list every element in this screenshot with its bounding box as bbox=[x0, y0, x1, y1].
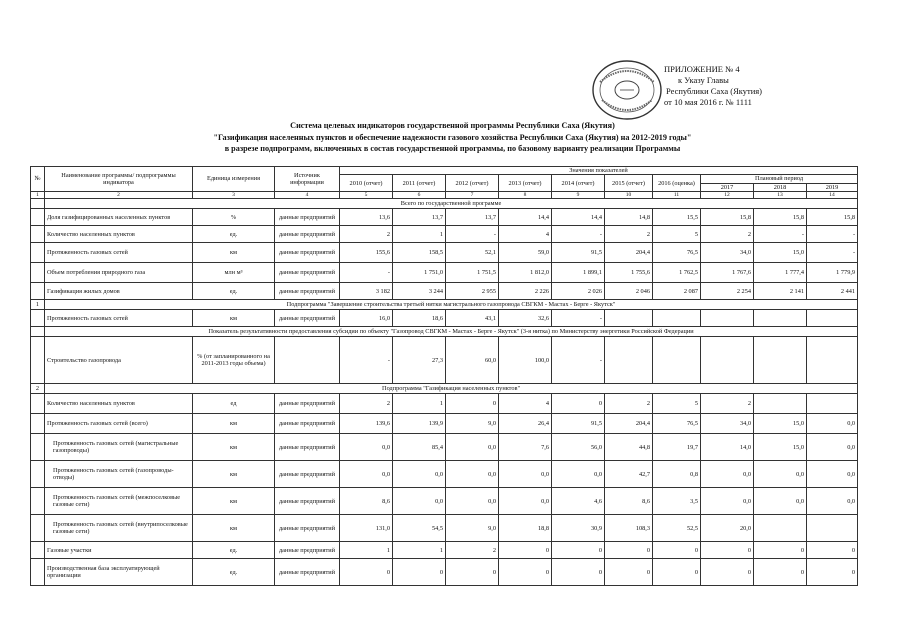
table-row bbox=[31, 209, 858, 226]
value-cell: 14,4 bbox=[499, 209, 552, 226]
value-cell: 9,0 bbox=[446, 414, 499, 434]
table-row bbox=[31, 263, 858, 283]
value-cell: 0 bbox=[653, 542, 701, 559]
indicator-unit: км bbox=[193, 310, 275, 327]
value-cell: 0 bbox=[605, 542, 653, 559]
value-cell bbox=[701, 337, 754, 384]
value-cell: 16,0 bbox=[340, 310, 393, 327]
column-number: 3 bbox=[193, 192, 275, 199]
indicator-name: Протяженность газовых сетей bbox=[45, 243, 193, 263]
value-cell: 0 bbox=[499, 559, 552, 586]
value-cell: 0 bbox=[807, 559, 858, 586]
value-cell: 52,1 bbox=[446, 243, 499, 263]
value-cell: 43,1 bbox=[446, 310, 499, 327]
value-cell: - bbox=[340, 263, 393, 283]
table-row bbox=[31, 515, 858, 542]
value-cell: 139,9 bbox=[393, 414, 446, 434]
header-year: 2015 (отчет) bbox=[605, 175, 653, 192]
indicator-source: данные предприятий bbox=[275, 461, 340, 488]
indicator-source: данные предприятий bbox=[275, 310, 340, 327]
value-cell: 5 bbox=[653, 226, 701, 243]
indicator-name: Протяженность газовых сетей (всего) bbox=[45, 414, 193, 434]
indicator-name: Количество населенных пунктов bbox=[45, 394, 193, 414]
value-cell: 59,0 bbox=[499, 243, 552, 263]
value-cell: 15,8 bbox=[754, 209, 807, 226]
value-cell: 15,8 bbox=[701, 209, 754, 226]
value-cell: 14,4 bbox=[552, 209, 605, 226]
value-cell: 7,6 bbox=[499, 434, 552, 461]
value-cell: 0,0 bbox=[754, 461, 807, 488]
appendix-line: Республики Саха (Якутия) bbox=[666, 86, 763, 96]
appendix-line: к Указу Главы bbox=[678, 75, 729, 85]
value-cell: 2 bbox=[340, 226, 393, 243]
row-num-cell bbox=[31, 263, 45, 283]
value-cell bbox=[701, 310, 754, 327]
table-row bbox=[31, 394, 858, 414]
value-cell: 0 bbox=[701, 542, 754, 559]
value-cell bbox=[807, 515, 858, 542]
indicator-name: Протяженность газовых сетей (внутрипоселковые газовые сети) bbox=[45, 515, 193, 542]
header-values: Значения показателей bbox=[340, 167, 858, 175]
column-number: 11 bbox=[653, 192, 701, 199]
column-number: 6 bbox=[393, 192, 446, 199]
column-number: 5 bbox=[340, 192, 393, 199]
title-line-1: Система целевых индикаторов государственной программы Республики Саха (Якутия) bbox=[290, 121, 615, 130]
column-number: 12 bbox=[701, 192, 754, 199]
section-number bbox=[31, 327, 45, 337]
value-cell: 44,8 bbox=[605, 434, 653, 461]
row-num-cell bbox=[31, 461, 45, 488]
row-num-cell bbox=[31, 434, 45, 461]
section-row bbox=[31, 300, 858, 310]
value-cell: - bbox=[807, 243, 858, 263]
indicator-source: данные предприятий bbox=[275, 226, 340, 243]
value-cell: 108,3 bbox=[605, 515, 653, 542]
indicator-unit: % (от запланированного на 2011-2013 годы объема) bbox=[193, 337, 275, 384]
table-row bbox=[31, 414, 858, 434]
title-line-3: в разрезе подпрограмм, включенных в состав государственной программы, по базовому варианту реализации Программы bbox=[224, 144, 681, 153]
value-cell: 42,7 bbox=[605, 461, 653, 488]
value-cell: 76,5 bbox=[653, 414, 701, 434]
indicator-source: данные предприятий bbox=[275, 283, 340, 300]
value-cell bbox=[807, 310, 858, 327]
row-num-cell bbox=[31, 209, 45, 226]
indicator-unit: км bbox=[193, 414, 275, 434]
value-cell: 2 141 bbox=[754, 283, 807, 300]
value-cell: 54,5 bbox=[393, 515, 446, 542]
value-cell: 0,0 bbox=[446, 434, 499, 461]
official-seal-stamp bbox=[590, 58, 664, 122]
value-cell: 0,8 bbox=[653, 461, 701, 488]
table-row bbox=[31, 461, 858, 488]
value-cell: - bbox=[807, 226, 858, 243]
row-num-cell bbox=[31, 226, 45, 243]
indicator-unit: млн м³ bbox=[193, 263, 275, 283]
column-number: 13 bbox=[754, 192, 807, 199]
value-cell bbox=[653, 310, 701, 327]
value-cell: 204,4 bbox=[605, 243, 653, 263]
value-cell: 2 bbox=[701, 226, 754, 243]
header-year: 2014 (отчет) bbox=[552, 175, 605, 192]
indicator-source: данные предприятий bbox=[275, 515, 340, 542]
column-number: 10 bbox=[605, 192, 653, 199]
header-year: 2019 bbox=[807, 183, 858, 191]
value-cell: - bbox=[340, 337, 393, 384]
value-cell: 1 777,4 bbox=[754, 263, 807, 283]
table-row bbox=[31, 488, 858, 515]
value-cell: 0 bbox=[701, 559, 754, 586]
value-cell: 60,0 bbox=[446, 337, 499, 384]
value-cell: 0,0 bbox=[393, 488, 446, 515]
indicator-unit: % bbox=[193, 209, 275, 226]
table-header bbox=[31, 167, 858, 192]
row-num-cell bbox=[31, 283, 45, 300]
value-cell: - bbox=[754, 226, 807, 243]
value-cell: 0 bbox=[653, 559, 701, 586]
value-cell: 0 bbox=[499, 542, 552, 559]
table-row bbox=[31, 337, 858, 384]
section-number: 1 bbox=[31, 300, 45, 310]
section-title: Всего по государственной программе bbox=[45, 199, 858, 209]
value-cell bbox=[754, 515, 807, 542]
row-num-cell bbox=[31, 310, 45, 327]
indicator-source: данные предприятий bbox=[275, 209, 340, 226]
value-cell: 1 899,1 bbox=[552, 263, 605, 283]
value-cell: 100,0 bbox=[499, 337, 552, 384]
value-cell: 0,0 bbox=[499, 461, 552, 488]
value-cell: 56,0 bbox=[552, 434, 605, 461]
indicators-table bbox=[30, 166, 858, 586]
value-cell: 0,0 bbox=[754, 488, 807, 515]
value-cell: 1 767,6 bbox=[701, 263, 754, 283]
value-cell bbox=[754, 394, 807, 414]
value-cell bbox=[653, 337, 701, 384]
value-cell: 32,6 bbox=[499, 310, 552, 327]
header-year: 2010 (отчет) bbox=[340, 175, 393, 192]
value-cell: 76,5 bbox=[653, 243, 701, 263]
value-cell: 14,8 bbox=[605, 209, 653, 226]
value-cell: 1 751,0 bbox=[393, 263, 446, 283]
value-cell: 0,0 bbox=[393, 461, 446, 488]
value-cell bbox=[754, 337, 807, 384]
indicator-source: данные предприятий bbox=[275, 243, 340, 263]
value-cell: 3 182 bbox=[340, 283, 393, 300]
value-cell: 13,7 bbox=[446, 209, 499, 226]
indicator-name: Газовые участки bbox=[45, 542, 193, 559]
table-row bbox=[31, 434, 858, 461]
indicator-source: данные предприятий bbox=[275, 488, 340, 515]
value-cell: 0,0 bbox=[446, 461, 499, 488]
row-num-cell bbox=[31, 559, 45, 586]
indicator-source: данные предприятий bbox=[275, 542, 340, 559]
indicator-source: данные предприятий bbox=[275, 434, 340, 461]
value-cell: 15,0 bbox=[754, 434, 807, 461]
value-cell: 91,5 bbox=[552, 414, 605, 434]
header-num: № bbox=[31, 167, 45, 192]
value-cell: 0,0 bbox=[701, 461, 754, 488]
indicator-name: Объем потребления природного газа bbox=[45, 263, 193, 283]
value-cell: 0 bbox=[552, 394, 605, 414]
row-num-cell bbox=[31, 542, 45, 559]
value-cell: 34,0 bbox=[701, 414, 754, 434]
value-cell: 3,5 bbox=[653, 488, 701, 515]
value-cell: 2 046 bbox=[605, 283, 653, 300]
value-cell: 2 254 bbox=[701, 283, 754, 300]
header-year: 2011 (отчет) bbox=[393, 175, 446, 192]
value-cell: 4 bbox=[499, 226, 552, 243]
section-title: Подпрограмма "Завершение строительства третьей нитки магистрального газопровода СВГКМ - Мастах - Берге - Якутск" bbox=[45, 300, 858, 310]
column-number: 7 bbox=[446, 192, 499, 199]
section-title: Подпрограмма "Газификация населенных пунктов" bbox=[45, 384, 858, 394]
header-year: 2013 (отчет) bbox=[499, 175, 552, 192]
header-unit: Единица измерения bbox=[193, 167, 275, 192]
indicator-name: Производственная база эксплуатирующей организации bbox=[45, 559, 193, 586]
value-cell: 0,0 bbox=[552, 461, 605, 488]
indicator-source: данные предприятий bbox=[275, 414, 340, 434]
header-year: 2012 (отчет) bbox=[446, 175, 499, 192]
value-cell: 14,0 bbox=[701, 434, 754, 461]
value-cell: 1 751,5 bbox=[446, 263, 499, 283]
indicator-unit: км bbox=[193, 434, 275, 461]
section-title: Показатель результативности предоставления субсидии по объекту "Газопровод СВГКМ - Мастах - Берге - Якутск" (3-я нитка) по Министерству энергетики Российской Федерации bbox=[45, 327, 858, 337]
value-cell: 2 bbox=[446, 542, 499, 559]
value-cell bbox=[807, 394, 858, 414]
table-row bbox=[31, 226, 858, 243]
header-plan: Плановый период bbox=[701, 175, 858, 183]
appendix-block bbox=[664, 64, 762, 108]
value-cell bbox=[807, 337, 858, 384]
row-num-cell bbox=[31, 394, 45, 414]
section-number bbox=[31, 199, 45, 209]
indicator-name: Протяженность газовых сетей bbox=[45, 310, 193, 327]
value-cell: 2 087 bbox=[653, 283, 701, 300]
value-cell: 30,9 bbox=[552, 515, 605, 542]
value-cell: 0,0 bbox=[807, 434, 858, 461]
value-cell: 0 bbox=[446, 559, 499, 586]
value-cell: 4,6 bbox=[552, 488, 605, 515]
value-cell: - bbox=[552, 310, 605, 327]
value-cell: 2 bbox=[605, 394, 653, 414]
value-cell: 0,0 bbox=[807, 461, 858, 488]
indicator-unit: км bbox=[193, 243, 275, 263]
header-year: 2018 bbox=[754, 183, 807, 191]
row-num-cell bbox=[31, 414, 45, 434]
value-cell: 0,0 bbox=[807, 488, 858, 515]
column-number-row bbox=[31, 192, 858, 199]
header-year: 2017 bbox=[701, 183, 754, 191]
value-cell: 0,0 bbox=[499, 488, 552, 515]
value-cell: 1 bbox=[340, 542, 393, 559]
value-cell: 0,0 bbox=[807, 414, 858, 434]
value-cell: 18,6 bbox=[393, 310, 446, 327]
value-cell: 0 bbox=[754, 542, 807, 559]
value-cell: 15,0 bbox=[754, 414, 807, 434]
value-cell: 27,3 bbox=[393, 337, 446, 384]
value-cell: 8,6 bbox=[605, 488, 653, 515]
value-cell: 0 bbox=[340, 559, 393, 586]
header-source: Источник информации bbox=[275, 167, 340, 192]
indicator-source: данные предприятий bbox=[275, 559, 340, 586]
value-cell: 19,7 bbox=[653, 434, 701, 461]
table-row bbox=[31, 542, 858, 559]
value-cell: 2 226 bbox=[499, 283, 552, 300]
column-number: 8 bbox=[499, 192, 552, 199]
value-cell: 85,4 bbox=[393, 434, 446, 461]
indicator-name: Протяженность газовых сетей (магистральные газопроводы) bbox=[45, 434, 193, 461]
indicator-unit: ед. bbox=[193, 283, 275, 300]
section-row bbox=[31, 199, 858, 209]
value-cell: 1 762,5 bbox=[653, 263, 701, 283]
title-line-2: "Газификация населенных пунктов и обеспечение надежности газового хозяйства Республики Саха (Якутия) на 2012-2019 годы" bbox=[213, 132, 692, 142]
value-cell: 0,0 bbox=[340, 434, 393, 461]
value-cell: 0 bbox=[754, 559, 807, 586]
value-cell: 15,5 bbox=[653, 209, 701, 226]
value-cell: 0 bbox=[807, 542, 858, 559]
indicator-unit: ед bbox=[193, 394, 275, 414]
indicator-unit: ед. bbox=[193, 226, 275, 243]
row-num-cell bbox=[31, 243, 45, 263]
table-row bbox=[31, 243, 858, 263]
table-row bbox=[31, 310, 858, 327]
indicator-unit: км bbox=[193, 488, 275, 515]
value-cell: - bbox=[552, 226, 605, 243]
value-cell: 4 bbox=[499, 394, 552, 414]
value-cell: 2 441 bbox=[807, 283, 858, 300]
indicator-unit: ед. bbox=[193, 559, 275, 586]
value-cell: 9,0 bbox=[446, 515, 499, 542]
value-cell: 2 955 bbox=[446, 283, 499, 300]
value-cell: 1 bbox=[393, 226, 446, 243]
value-cell: 158,5 bbox=[393, 243, 446, 263]
indicator-name: Газификация жилых домов bbox=[45, 283, 193, 300]
column-number: 2 bbox=[45, 192, 193, 199]
column-number: 9 bbox=[552, 192, 605, 199]
value-cell: 139,6 bbox=[340, 414, 393, 434]
table-row bbox=[31, 283, 858, 300]
section-row bbox=[31, 384, 858, 394]
table-row bbox=[31, 559, 858, 586]
value-cell bbox=[605, 337, 653, 384]
indicator-name: Количество населенных пунктов bbox=[45, 226, 193, 243]
value-cell: 1 755,6 bbox=[605, 263, 653, 283]
indicator-name: Протяженность газовых сетей (газопроводы-отводы) bbox=[45, 461, 193, 488]
section-number: 2 bbox=[31, 384, 45, 394]
column-number: 14 bbox=[807, 192, 858, 199]
document-title bbox=[0, 120, 905, 155]
value-cell: 3 244 bbox=[393, 283, 446, 300]
value-cell: 34,0 bbox=[701, 243, 754, 263]
value-cell: 15,0 bbox=[754, 243, 807, 263]
value-cell: 52,5 bbox=[653, 515, 701, 542]
indicator-name: Строительство газопровода bbox=[45, 337, 193, 384]
value-cell: 20,0 bbox=[701, 515, 754, 542]
value-cell: 8,6 bbox=[340, 488, 393, 515]
value-cell: 91,5 bbox=[552, 243, 605, 263]
value-cell: 5 bbox=[653, 394, 701, 414]
value-cell: 0,0 bbox=[446, 488, 499, 515]
indicator-unit: ед. bbox=[193, 542, 275, 559]
value-cell: - bbox=[552, 337, 605, 384]
indicator-name: Протяженность газовых сетей (межпоселковые газовые сети) bbox=[45, 488, 193, 515]
value-cell: 1 812,0 bbox=[499, 263, 552, 283]
value-cell: 0 bbox=[446, 394, 499, 414]
section-row bbox=[31, 327, 858, 337]
indicator-unit: км bbox=[193, 515, 275, 542]
value-cell: 2 bbox=[605, 226, 653, 243]
column-number: 4 bbox=[275, 192, 340, 199]
value-cell: 2 026 bbox=[552, 283, 605, 300]
table-body bbox=[31, 192, 858, 586]
indicator-name: Доля газифицированных населенных пунктов bbox=[45, 209, 193, 226]
value-cell bbox=[605, 310, 653, 327]
column-number: 1 bbox=[31, 192, 45, 199]
value-cell: 2 bbox=[340, 394, 393, 414]
value-cell: 1 bbox=[393, 542, 446, 559]
value-cell bbox=[754, 310, 807, 327]
value-cell: 18,8 bbox=[499, 515, 552, 542]
value-cell: 131,0 bbox=[340, 515, 393, 542]
header-year: 2016 (оценка) bbox=[653, 175, 701, 192]
value-cell: 0 bbox=[605, 559, 653, 586]
header-name: Наименование программы/ подпрограммы индикатора bbox=[45, 167, 193, 192]
value-cell: 0 bbox=[393, 559, 446, 586]
value-cell: 0 bbox=[552, 559, 605, 586]
value-cell: 1 779,9 bbox=[807, 263, 858, 283]
value-cell: 26,4 bbox=[499, 414, 552, 434]
value-cell: 0,0 bbox=[701, 488, 754, 515]
row-num-cell bbox=[31, 488, 45, 515]
value-cell: - bbox=[446, 226, 499, 243]
value-cell: 13,7 bbox=[393, 209, 446, 226]
indicator-source: данные предприятий bbox=[275, 263, 340, 283]
value-cell: 155,6 bbox=[340, 243, 393, 263]
value-cell: 204,4 bbox=[605, 414, 653, 434]
value-cell: 0,0 bbox=[340, 461, 393, 488]
row-num-cell bbox=[31, 515, 45, 542]
indicator-unit: км bbox=[193, 461, 275, 488]
value-cell: 13,6 bbox=[340, 209, 393, 226]
indicator-source bbox=[275, 337, 340, 384]
value-cell: 0 bbox=[552, 542, 605, 559]
row-num-cell bbox=[31, 337, 45, 384]
appendix-line: ПРИЛОЖЕНИЕ № 4 bbox=[664, 64, 740, 74]
value-cell: 2 bbox=[701, 394, 754, 414]
appendix-line: от 10 мая 2016 г. № 1111 bbox=[664, 97, 752, 107]
value-cell: 1 bbox=[393, 394, 446, 414]
value-cell: 15,8 bbox=[807, 209, 858, 226]
indicator-source: данные предприятий bbox=[275, 394, 340, 414]
